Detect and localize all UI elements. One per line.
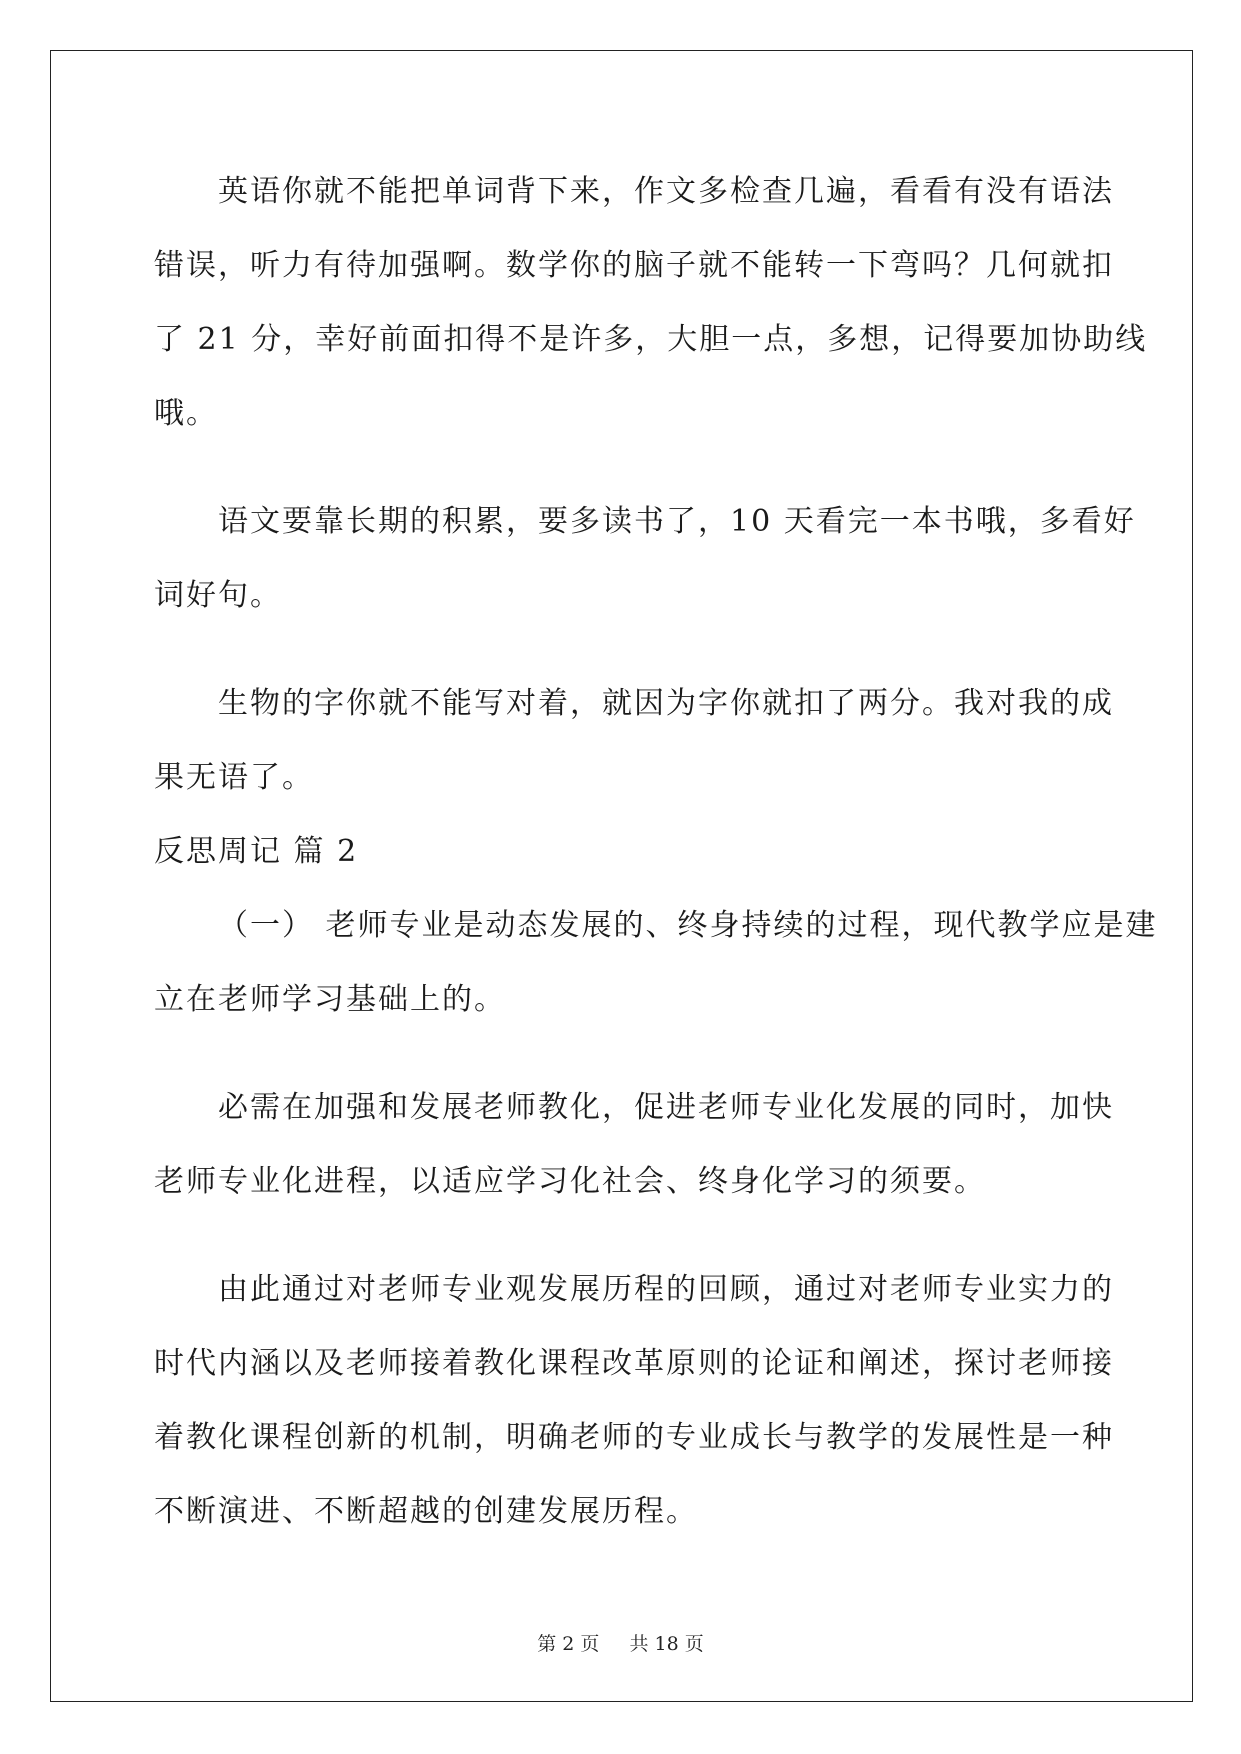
para3-line1: 生物的字你就不能写对着，就因为字你就扣了两分。我对我的成 <box>218 686 1114 721</box>
section-heading: 反思周记 篇 2 <box>154 834 359 869</box>
page-footer <box>0 1632 1241 1656</box>
para4-line2: 立在老师学习基础上的。 <box>154 982 506 1017</box>
para1-line4: 哦。 <box>154 396 218 431</box>
para4-line1: （一） 老师专业是动态发展的、终身持续的过程，现代教学应是建 <box>218 908 1158 943</box>
para6-line2: 时代内涵以及老师接着教化课程改革原则的论证和阐述，探讨老师接 <box>154 1346 1114 1381</box>
para6-line4: 不断演进、不断超越的创建发展历程。 <box>154 1494 698 1529</box>
para2-line2: 词好句。 <box>154 578 282 613</box>
para2-line1: 语文要靠长期的积累，要多读书了，10 天看完一本书哦，多看好 <box>218 504 1136 539</box>
para6-line1: 由此通过对老师专业观发展历程的回顾，通过对老师专业实力的 <box>218 1272 1114 1307</box>
para1-line3: 了 21 分，幸好前面扣得不是许多，大胆一点，多想，记得要加协助线 <box>154 322 1148 357</box>
para6-line3: 着教化课程创新的机制，明确老师的专业成长与教学的发展性是一种 <box>154 1420 1114 1455</box>
page-total: 共 18 页 <box>629 1633 704 1655</box>
page-number: 第 2 页 <box>537 1633 600 1655</box>
para1-line1: 英语你就不能把单词背下来，作文多检查几遍，看看有没有语法 <box>218 174 1114 209</box>
para1-line2: 错误，听力有待加强啊。数学你的脑子就不能转一下弯吗？几何就扣 <box>154 248 1114 283</box>
para5-line2: 老师专业化进程，以适应学习化社会、终身化学习的须要。 <box>154 1164 986 1199</box>
para3-line2: 果无语了。 <box>154 760 314 795</box>
para5-line1: 必需在加强和发展老师教化，促进老师专业化发展的同时，加快 <box>218 1090 1114 1125</box>
